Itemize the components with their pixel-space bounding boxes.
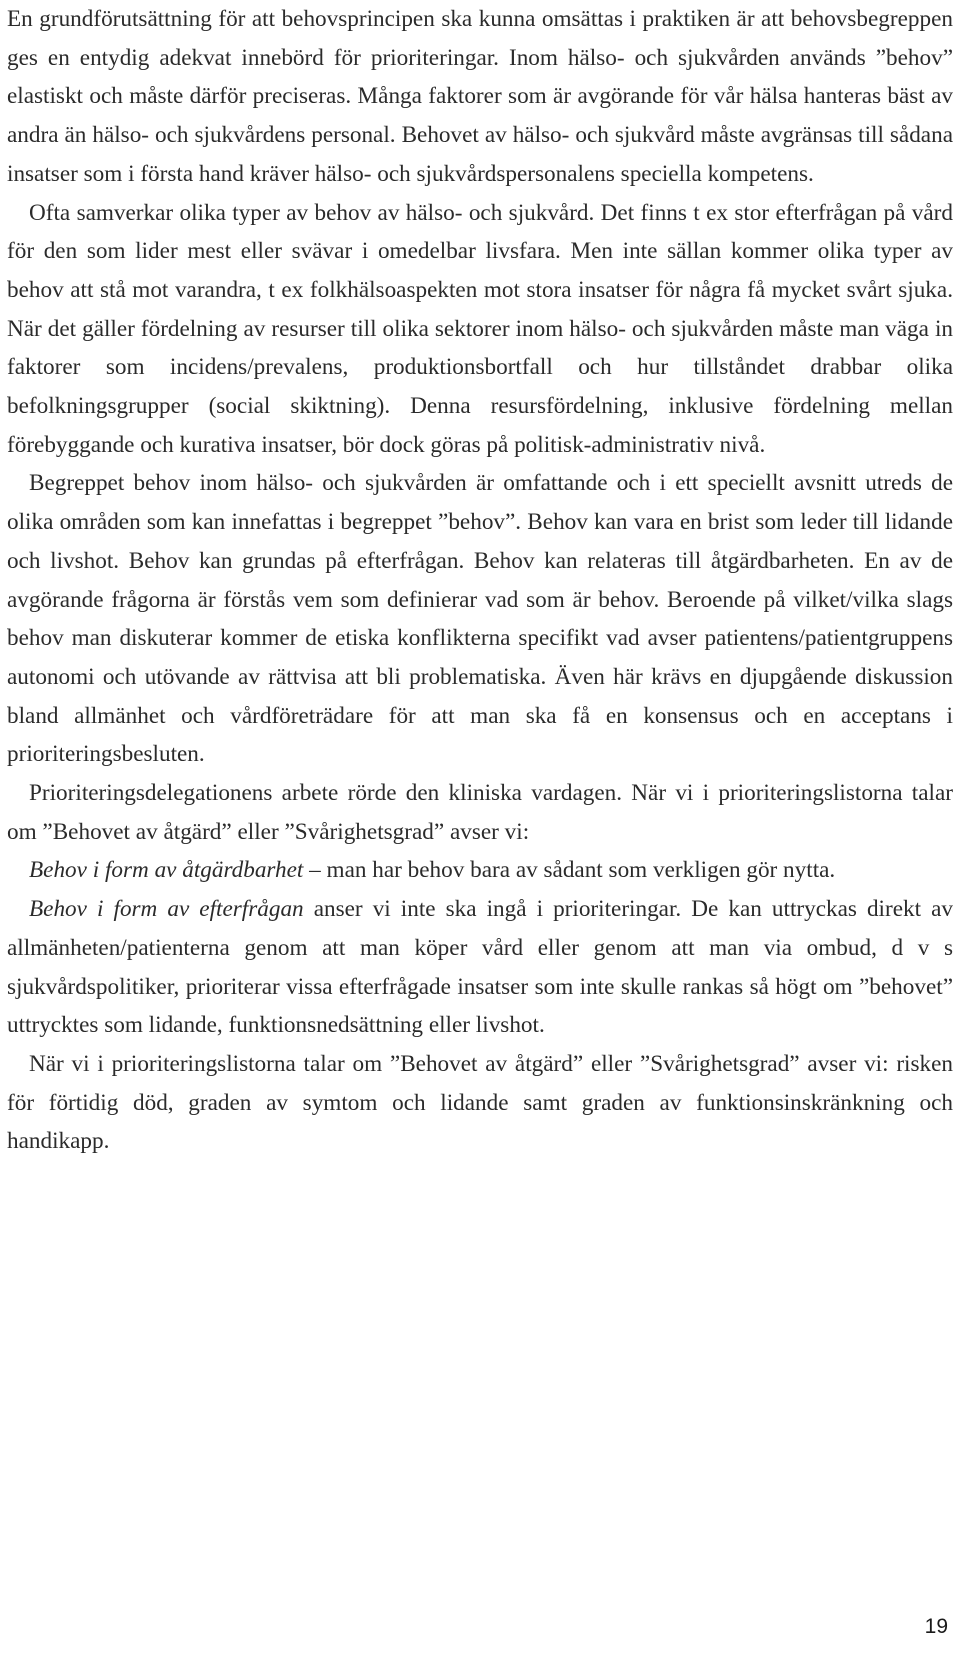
paragraph-begreppet-behov: Begreppet behov inom hälso- och sjukvården är omfattande och i ett speciellt avsnitt utreds de olika områden som kan innefattas i begreppet ”behov”. Behov kan vara en brist som leder till lidande och livshot. Behov kan grundas på efterfrågan. Behov kan relateras till åtgärdbarheten. En av de avgörande frågorna är förstås vem som definierar vad som är behov. Beroende på vilket/vilka slags behov man diskuterar kommer de etiska konflikterna specifikt vad avser patientens/patientgruppens autonomi och utövande av rättvisa att bli problematiska. Även här krävs en djupgående diskussion bland allmänhet och vårdföreträdare för att man ska få en konsensus och en acceptans i prioriteringsbesluten. [7,470,953,768]
document-body [7,0,953,1161]
definition-efterfragan [7,890,953,1045]
definition-term: Behov i form av åtgärdbarhet [29,857,304,884]
paragraph-samverkan: Ofta samverkar olika typer av behov av hälso- och sjukvård. Det finns t ex stor efterfrågan på vård för den som lider mest eller svävar i omedelbar livsfara. Men inte sällan kommer olika typer av behov att stå mot varandra, t ex folkhälsoaspekten mot stora insatser för några få mycket svårt sjuka. När det gäller fördelning av resurser till olika sektorer inom hälso- och sjukvården måste man väga in faktorer som incidens/prevalens, produktionsbortfall och hur tillståndet drabbar olika befolkningsgrupper (social skiktning). Denna resursfördelning, inklusive fördelning mellan förebyggande och kurativa insatser, bör dock göras på politisk-administrativ nivå. [7,199,953,458]
paragraph-avslutning: När vi i prioriteringslistorna talar om ”Behovet av åtgärd” eller ”Svårighetsgrad” avser vi: risken för förtidig död, graden av symtom och lidande samt graden av funktionsinskränkning och handikapp. [7,1050,953,1155]
paragraph-behovsbegrepp: En grundförutsättning för att behovsprincipen ska kunna omsättas i praktiken är att behovsbegreppen ges en entydig adekvat innebörd för prioriteringar. Inom hälso- och sjukvården används ”behov” elastiskt och måste därför preciseras. Många faktorer som är avgörande för vår hälsa hanteras bäst av andra än hälso- och sjukvårdens personal. Behovet av hälso- och sjukvård måste avgränsas till sådana insatser som i första hand kräver hälso- och sjukvårdspersonalens speciella kompetens. [7,6,953,187]
definition-term: Behov i form av efterfrågan [29,896,304,923]
definition-text: – man har behov bara av sådant som verkligen gör nytta. [303,857,836,884]
definition-atgardbarhet [7,851,953,890]
paragraph-prioriteringsdelegation: Prioriteringsdelegationens arbete rörde den kliniska vardagen. När vi i prioriteringslistorna talar om ”Behovet av åtgärd” eller ”Svårighetsgrad” avser vi: [7,780,953,845]
definition-text: anser vi inte ska ingå i prioriteringar. De kan uttryckas direkt av allmänheten/patienterna genom att man köper vård eller genom att man via ombud, d v s sjukvårdspolitiker, prioriterar vissa efterfrågade insatser som inte skulle rankas så högt om ”behovet” uttrycktes som lidande, funktionsnedsättning eller livshot. [7,896,953,1039]
page-number: 19 [924,1615,948,1638]
